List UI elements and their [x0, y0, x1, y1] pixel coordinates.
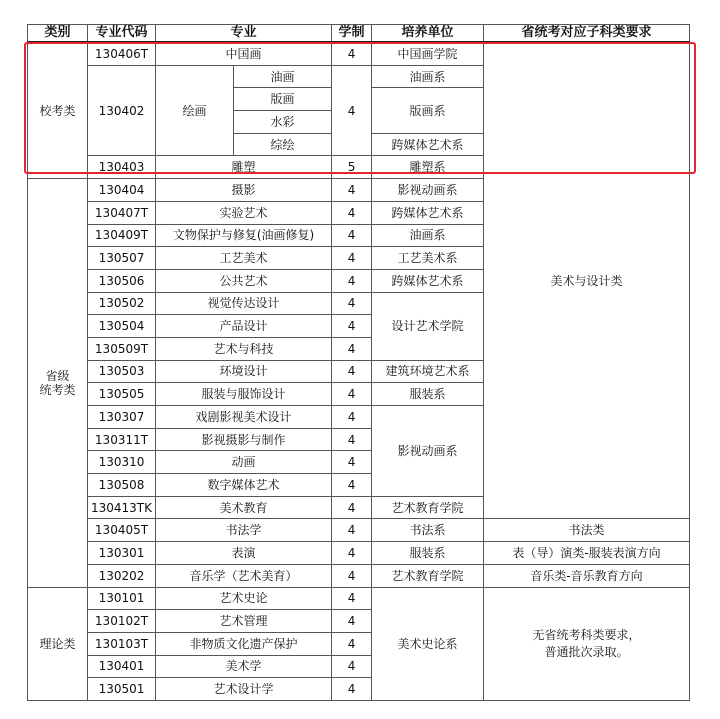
- major-cell: 书法学: [156, 519, 332, 542]
- sub-major-cell: 综绘: [234, 133, 332, 156]
- code-cell: 130311T: [88, 428, 156, 451]
- years-cell: 4: [332, 179, 372, 202]
- code-cell: 130506: [88, 269, 156, 292]
- years-cell: 4: [332, 632, 372, 655]
- code-cell: 130310: [88, 451, 156, 474]
- major-cell: 公共艺术: [156, 269, 332, 292]
- code-cell: 130409T: [88, 224, 156, 247]
- major-cell: 美术学: [156, 655, 332, 678]
- years-cell: 4: [332, 496, 372, 519]
- major-cell: 艺术管理: [156, 610, 332, 633]
- unit-cell: 影视动画系: [372, 406, 484, 497]
- major-cell: 美术教育: [156, 496, 332, 519]
- years-cell: 4: [332, 269, 372, 292]
- code-cell: 130402: [88, 65, 156, 156]
- table-row: [28, 542, 690, 565]
- requirement-music: 音乐类-音乐教育方向: [484, 564, 690, 587]
- years-cell: 4: [332, 587, 372, 610]
- major-cell: 艺术与科技: [156, 337, 332, 360]
- major-cell: 绘画: [156, 65, 234, 156]
- table-row: [28, 587, 690, 610]
- unit-cell: 影视动画系: [372, 179, 484, 202]
- major-cell: 产品设计: [156, 315, 332, 338]
- code-cell: 130102T: [88, 610, 156, 633]
- years-cell: 4: [332, 655, 372, 678]
- years-cell: 4: [332, 678, 372, 701]
- code-cell: 130405T: [88, 519, 156, 542]
- major-cell: 实验艺术: [156, 201, 332, 224]
- major-cell: 表演: [156, 542, 332, 565]
- majors-table: [27, 24, 690, 701]
- major-cell: 中国画: [156, 42, 332, 65]
- years-cell: 4: [332, 42, 372, 65]
- major-cell: 动画: [156, 451, 332, 474]
- code-cell: 130403: [88, 156, 156, 179]
- sub-major-cell: 版画: [234, 88, 332, 111]
- unit-cell: 建筑环境艺术系: [372, 360, 484, 383]
- unit-cell: 艺术教育学院: [372, 496, 484, 519]
- major-cell: 文物保护与修复(油画修复): [156, 224, 332, 247]
- years-cell: 4: [332, 224, 372, 247]
- table-row: [28, 42, 690, 65]
- code-cell: 130406T: [88, 42, 156, 65]
- code-cell: 130103T: [88, 632, 156, 655]
- unit-cell: 中国画学院: [372, 42, 484, 65]
- code-cell: 130101: [88, 587, 156, 610]
- requirement-performance: 表（导）演类-服装表演方向: [484, 542, 690, 565]
- header-years: 学制: [332, 25, 372, 43]
- code-cell: 130503: [88, 360, 156, 383]
- major-cell: 雕塑: [156, 156, 332, 179]
- category-provincial-line2: 统考类: [39, 382, 76, 397]
- unit-cell: 设计艺术学院: [372, 292, 484, 360]
- header-code: 专业代码: [88, 25, 156, 43]
- header-unit: 培养单位: [372, 25, 484, 43]
- years-cell: 4: [332, 337, 372, 360]
- code-cell: 130301: [88, 542, 156, 565]
- unit-cell: 服装系: [372, 383, 484, 406]
- years-cell: 4: [332, 65, 372, 156]
- code-cell: 130307: [88, 406, 156, 429]
- code-cell: 130501: [88, 678, 156, 701]
- unit-cell: 跨媒体艺术系: [372, 269, 484, 292]
- years-cell: 4: [332, 519, 372, 542]
- years-cell: 5: [332, 156, 372, 179]
- years-cell: 4: [332, 451, 372, 474]
- table-row: [28, 519, 690, 542]
- major-cell: 工艺美术: [156, 247, 332, 270]
- unit-cell: 油画系: [372, 224, 484, 247]
- requirement-none-line1: 无省统考科类要求，: [532, 627, 641, 642]
- code-cell: 130407T: [88, 201, 156, 224]
- unit-cell: 工艺美术系: [372, 247, 484, 270]
- years-cell: 4: [332, 406, 372, 429]
- requirement-calligraphy: 书法类: [484, 519, 690, 542]
- sub-major-cell: 水彩: [234, 111, 332, 134]
- code-cell: 130401: [88, 655, 156, 678]
- major-cell: 摄影: [156, 179, 332, 202]
- code-cell: 130507: [88, 247, 156, 270]
- years-cell: 4: [332, 428, 372, 451]
- unit-cell: 油画系: [372, 65, 484, 88]
- code-cell: 130404: [88, 179, 156, 202]
- requirement-none: [484, 587, 690, 700]
- code-cell: 130202: [88, 564, 156, 587]
- category-provincial-line1: 省级: [45, 368, 70, 383]
- category-school-exam: 校考类: [28, 42, 88, 179]
- header-row: [28, 25, 690, 43]
- major-cell: 艺术史论: [156, 587, 332, 610]
- years-cell: 4: [332, 292, 372, 315]
- years-cell: 4: [332, 247, 372, 270]
- unit-cell: 服装系: [372, 542, 484, 565]
- years-cell: 4: [332, 610, 372, 633]
- page: [27, 24, 690, 701]
- major-cell: 戏剧影视美术设计: [156, 406, 332, 429]
- code-cell: 130502: [88, 292, 156, 315]
- header-category: 类别: [28, 25, 88, 43]
- major-cell: 服装与服饰设计: [156, 383, 332, 406]
- requirement-art-design: 美术与设计类: [484, 42, 690, 519]
- years-cell: 4: [332, 474, 372, 497]
- years-cell: 4: [332, 315, 372, 338]
- years-cell: 4: [332, 201, 372, 224]
- unit-cell: 跨媒体艺术系: [372, 133, 484, 156]
- category-theory: 理论类: [28, 587, 88, 700]
- code-cell: 130504: [88, 315, 156, 338]
- unit-cell: 艺术教育学院: [372, 564, 484, 587]
- years-cell: 4: [332, 383, 372, 406]
- code-cell: 130505: [88, 383, 156, 406]
- header-major: 专业: [156, 25, 332, 43]
- code-cell: 130509T: [88, 337, 156, 360]
- code-cell: 130508: [88, 474, 156, 497]
- unit-cell: 跨媒体艺术系: [372, 201, 484, 224]
- major-cell: 音乐学（艺术美育）: [156, 564, 332, 587]
- requirement-none-line2: 普通批次录取。: [544, 644, 629, 659]
- category-provincial: [28, 179, 88, 587]
- unit-cell: 书法系: [372, 519, 484, 542]
- unit-cell: 美术史论系: [372, 587, 484, 700]
- header-requirement: 省统考对应子科类要求: [484, 25, 690, 43]
- unit-cell: 版画系: [372, 88, 484, 133]
- years-cell: 4: [332, 542, 372, 565]
- unit-cell: 雕塑系: [372, 156, 484, 179]
- sub-major-cell: 油画: [234, 65, 332, 88]
- major-cell: 非物质文化遗产保护: [156, 632, 332, 655]
- major-cell: 艺术设计学: [156, 678, 332, 701]
- major-cell: 影视摄影与制作: [156, 428, 332, 451]
- table-row: [28, 564, 690, 587]
- major-cell: 数字媒体艺术: [156, 474, 332, 497]
- years-cell: 4: [332, 360, 372, 383]
- major-cell: 视觉传达设计: [156, 292, 332, 315]
- major-cell: 环境设计: [156, 360, 332, 383]
- years-cell: 4: [332, 564, 372, 587]
- code-cell: 130413TK: [88, 496, 156, 519]
